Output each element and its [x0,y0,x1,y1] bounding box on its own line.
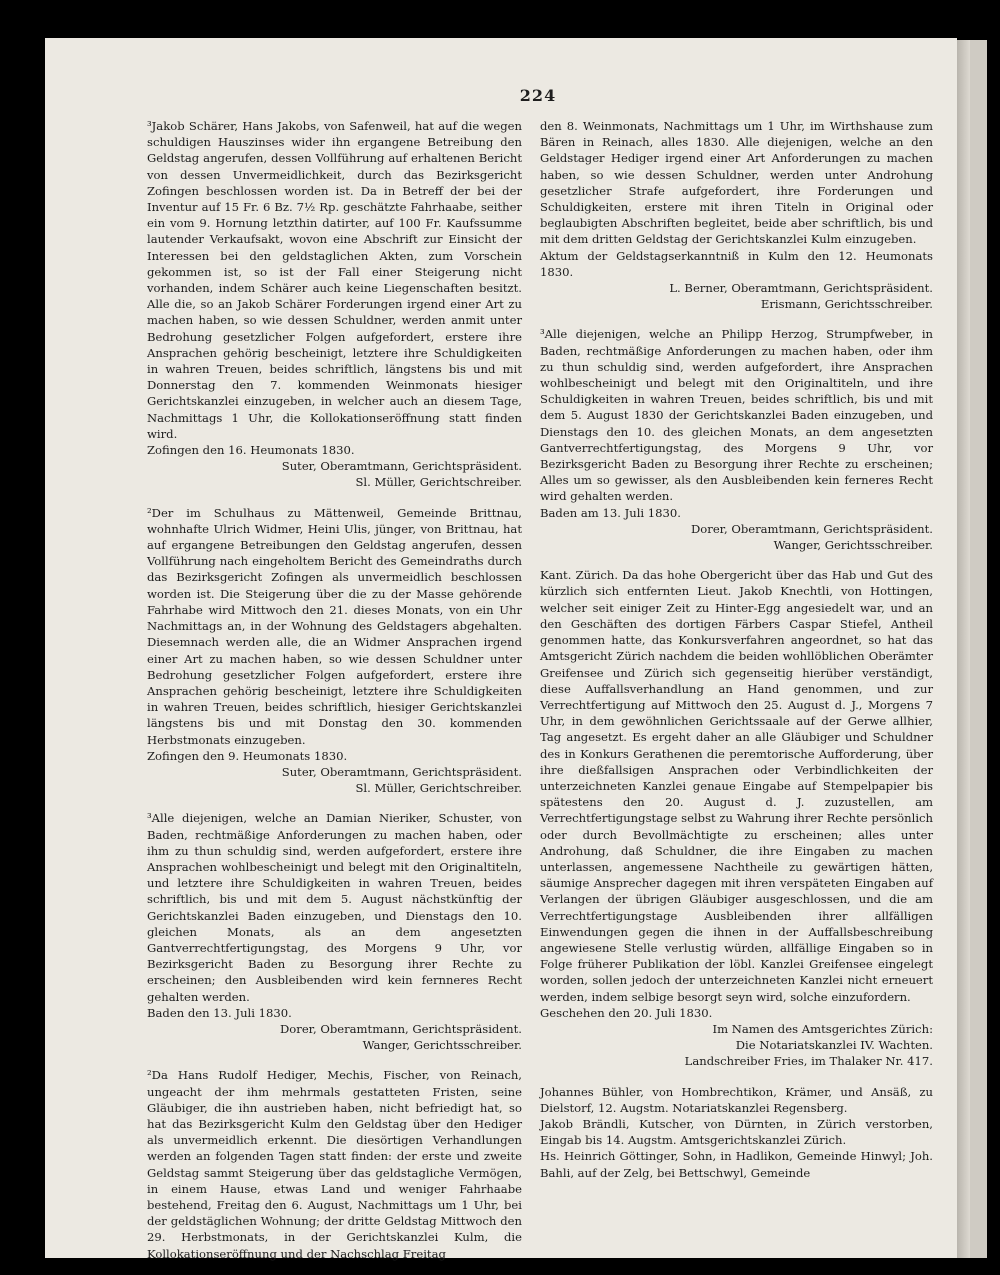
divider [540,1077,933,1078]
list-item: Jakob Brändli, Kutscher, von Dürnten, in Zürich verstorben, Eingab bis 14. Augstm. Amtsgerichtskanzlei Zürich. [540,1116,933,1148]
notice-body: den 8. Weinmonats, Nachmittags um 1 Uhr, im Wirthshause zum Bären in Reinach, alles 1830. Alle diejenigen, welche an den Geldstager Hediger irgend einer Art Anforderungen zu machen haben, so wie dessen Schuldner, werden unter Androhung gesetzlicher Strafe aufgefordert, ihre Forderungen und Schuldigkeiten, erstere mit ihren Titeln in Original oder beglaubigten Abschriften begleitet, beide aber schriftlich, bis und mit dem dritten Geldstag der Gerichtskanzlei Kulm einzugeben. [540,119,933,247]
notice-signature-clerk: Sl. Müller, Gerichtschreiber. [355,475,522,490]
notice-signature-clerk: Wanger, Gerichtsschreiber. [362,1038,522,1053]
divider [540,560,933,561]
list-item: Johannes Bühler, von Hombrechtikon, Krämer, und Ansäß, zu Dielstorf, 12. Augstm. Notariatskanzlei Regensberg. [540,1084,933,1115]
notice-signature-president: Dorer, Oberamtmann, Gerichtspräsident. [691,521,933,536]
notice-signature-president: Suter, Oberamtmann, Gerichtspräsident. [281,764,522,779]
notice-herzog [540,326,933,553]
notice-date: Zofingen den 16. Heumonats 1830. [147,443,355,458]
notice-signature-president: Dorer, Oberamtmann, Gerichtspräsident. [280,1021,522,1036]
notice-date: Baden am 13. Juli 1830. [540,505,681,520]
notice-nieriker [147,810,522,1053]
notice-list [540,1084,933,1181]
notice-hediger [147,1067,522,1261]
notice-schaerer [147,118,522,491]
notice-signature-president: L. Berner, Oberamtmann, Gerichtspräsident. [669,281,933,296]
next-page-edge [970,40,987,1258]
notice-body: ³Alle diejenigen, welche an Damian Nieriker, Schuster, von Baden, rechtmäßige Anforderungen zu machen haben, oder ihm zu thun schuldig sind, werden aufgefordert, erstere ihre Ansprachen wohlbescheinigt und belegt mit den Originaltiteln, und letztere ihre Schuldigkeiten in wahren Treuen, beides schriftlich, bis und mit dem 5. August nächstkünftig der Gerichtskanzlei Baden einzugeben, und Dienstags den 10. gleichen Monats, als an dem angesetzten Gantverrechtfertigungstag, des Morgens 9 Uhr, vor Bezirksgericht Baden zu Besorgung ihrer Rechte zu erscheinen; den Ausbleibenden wird kein fernneres Recht gehalten werden. [147,811,522,1004]
page-spine [957,40,970,1258]
notice-signature-clerk: Landschreiber Fries, im Thalaker Nr. 417. [684,1054,933,1069]
left-column [147,118,522,1264]
notice-signature-office: Die Notariatskanzlei IV. Wachten. [735,1038,933,1053]
notice-date: Geschehen den 20. Juli 1830. [540,1005,713,1020]
list-item: Hs. Heinrich Göttinger, Sohn, in Hadlikon, Gemeinde Hinwyl; Joh. Bahli, auf der Zelg, bei Bettschwyl, Gemeinde [540,1149,933,1180]
notice-body: ²Der im Schulhaus zu Mättenweil, Gemeinde Brittnau, wohnhafte Ulrich Widmer, Heini Ulis, jünger, von Brittnau, hat auf ergangene Betreibungen den Geldstag angerufen, dessen Vollführung nach eingeholtem Bericht des Gemeindraths durch das Bezirksgericht Zofingen als unvermeidlich beschlossen worden ist. Die Steigerung über die zu der Masse gehörende Fahrhabe wird Mittwoch den 21. dieses Monats, von ein Uhr Nachmittags an, in der Wohnung des Geldstagers abgehalten. Diesemnach werden alle, die an Widmer Ansprachen irgend einer Art zu machen haben, so wie dessen Schuldner unter Bedrohung gesetzlicher Folgen aufgefordert, erstere ihre Ansprachen gehörig bescheinigt, letztere ihre Schuldigkeiten in wahren Treuen, beides schriftlich, hiesiger Gerichtskanzlei längstens bis und mit Donstag den 30. kommenden Herbstmonats einzugeben. [147,505,522,747]
divider [147,498,522,499]
notice-date: Zofingen den 9. Heumonats 1830. [147,748,348,763]
divider [147,803,522,804]
notice-body: ³Jakob Schärer, Hans Jakobs, von Safenweil, hat auf die wegen schuldigen Hauszinses wider ihn ergangene Betreibung den Geldstag angerufen, dessen Vollführung auf erhaltenen Bericht von dessen Unvermeidlichkeit, durch das Bezirksgericht Zofingen beschlossen worden ist. Da in Betreff der bei der Inventur auf 15 Fr. 6 Bz. 7½ Rp. geschätzte Fahrhaabe, seither ein vom 9. Hornung letzthin datirter, auf 100 Fr. Kaufssumme lautender Verkaufsakt, wovon eine Abschrift zur Einsicht der Interessen bei den geldstaglichen Akten, zum Vorschein gekommen ist, so ist der Fall einer Steigerung nicht vorhanden, indem Schärer auch keine Liegenschaften besitzt. Alle die, so an Jakob Schärer Forderungen irgend einer Art zu machen haben, so wie dessen Schuldner, werden anmit unter Bedrohung gesetzlicher Folgen aufgefordert, erstere ihre Ansprachen gehörig bescheinigt, letztere ihre Schuldigkeiten in wahren Treuen, beides schriftlich, längstens bis und mit Donnerstag den 7. kommenden Weinmonats hiesiger Gerichtskanzlei einzugeben, in welcher auch an diesem Tage, Nachmittags 1 Uhr, die Kollokationseröffnung statt finden wird. [147,119,522,441]
divider [147,1060,522,1061]
notice-widmer [147,505,522,797]
notice-signature-court: Im Namen des Amtsgerichtes Zürich: [712,1021,933,1036]
page-number: 224 [519,86,557,105]
notice-hediger-continued [540,118,933,312]
notice-body: ³Alle diejenigen, welche an Philipp Herzog, Strumpfweber, in Baden, rechtmäßige Anforderungen zu machen haben, oder ihm zu thun schuldig sind, werden aufgefordert, ihre Ansprachen wohlbescheinigt und belegt mit den Originaltiteln, und ihre Schuldigkeiten in wahren Treuen, beides schriftlich, bis und mit dem 5. August 1830 der Gerichtskanzlei Baden einzugeben, und Dienstags den 10. des gleichen Monats, an dem angesetzten Gantverrechtfertigungstag, des Morgens 9 Uhr, vor Bezirksgericht Baden zu Besorgung ihrer Rechte zu erscheinen; Alles um so gewisser, als den Ausbleibenden kein ferneres Recht wird gehalten werden. [540,327,933,504]
notice-signature-clerk: Sl. Müller, Gerichtschreiber. [355,781,522,796]
notice-signature-clerk: Erismann, Gerichtsschreiber. [760,297,933,312]
notice-body: Kant. Zürich. Da das hohe Obergericht über das Hab und Gut des kürzlich sich entfernten Lieut. Jakob Knechtli, von Hottingen, welcher seit einiger Zeit zu Hinter-Egg angesiedelt war, und an den Geschäften des dortigen Färbers Caspar Stiefel, Antheil genommen hatte, das Konkursverfahren angeordnet, so hat das Amtsgericht Zürich nachdem die beiden wohllöblichen Oberämter Greifensee und Zürich sich gegenseitig hierüber verständigt, diese Auffallsverhandlung an Hand genommen, und zur Verrechtfertigung auf Mittwoch den 25. August d. J., Morgens 7 Uhr, in dem gewöhnlichen Gerichtssaale auf der Gerwe allhier, Tag angesetzt. Es ergeht daher an alle Gläubiger und Schuldner des in Konkurs Gerathenen die peremtorische Aufforderung, über ihre dießfallsigen Ansprachen oder Verbindlichkeiten der unterzeichneten Kanzlei genaue Eingabe auf Stempelpapier bis spätestens den 20. August d. J. zuzustellen, am Verrechtfertigungstage selbst zu Wahrung ihrer Rechte persönlich oder durch Bevollmächtigte zu erscheinen; alles unter Androhung, daß Schuldner, die ihre Eingaben zu machen unterlassen, angemessene Nachtheile zu gewärtigen hätten, säumige Ansprecher dagegen mit ihren verspäteten Eingaben auf Verlangen der übrigen Gläubiger ausgeschlossen, und die am Verrechtfertigungstage Ausbleibenden ihrer allfälligen Einwendungen gegen die ihnen in der Auffallsbeschreibung angewiesene Stelle verlustig würden, allfällige Eingaben so in Folge früherer Publikation der löbl. Kanzlei Greifensee eingelegt worden, sollen jedoch der unterzeichneten Kanzlei nicht erneuert werden, indem selbige besorgt seyn wird, solche einzufordern. [540,568,933,1004]
notice-date: Aktum der Geldstagserkanntniß in Kulm den 12. Heumonats 1830. [540,248,933,279]
notice-signature-clerk: Wanger, Gerichtsschreiber. [773,538,933,553]
notice-signature-president: Suter, Oberamtmann, Gerichtspräsident. [281,459,522,474]
notice-knechtli [540,567,933,1069]
notice-date: Baden den 13. Juli 1830. [147,1005,292,1020]
notice-body: ²Da Hans Rudolf Hediger, Mechis, Fischer, von Reinach, ungeacht der ihm mehrmals gestatteten Fristen, seine Gläubiger, die ihn austrieben haben, nicht befriedigt hat, so hat das Bezirksgericht Kulm den Geldstag über den Hediger als unvermeidlich erkennt. Die diesörtigen Verhandlungen werden an folgenden Tagen statt finden: der erste und zweite Geldstag sammt Steigerung über das geldstagliche Vermögen, in einem Hause, etwas Land und weniger Fahrhaabe bestehend, Freitag den 6. August, Nachmittags um 1 Uhr, bei der geldstäglichen Wohnung; der dritte Geldstag Mittwoch den 29. Herbstmonats, in der Gerichtskanzlei Kulm, die Kollokationseröffnung und der Nachschlag Freitag [147,1068,522,1261]
right-column [540,118,933,1183]
divider [540,319,933,320]
